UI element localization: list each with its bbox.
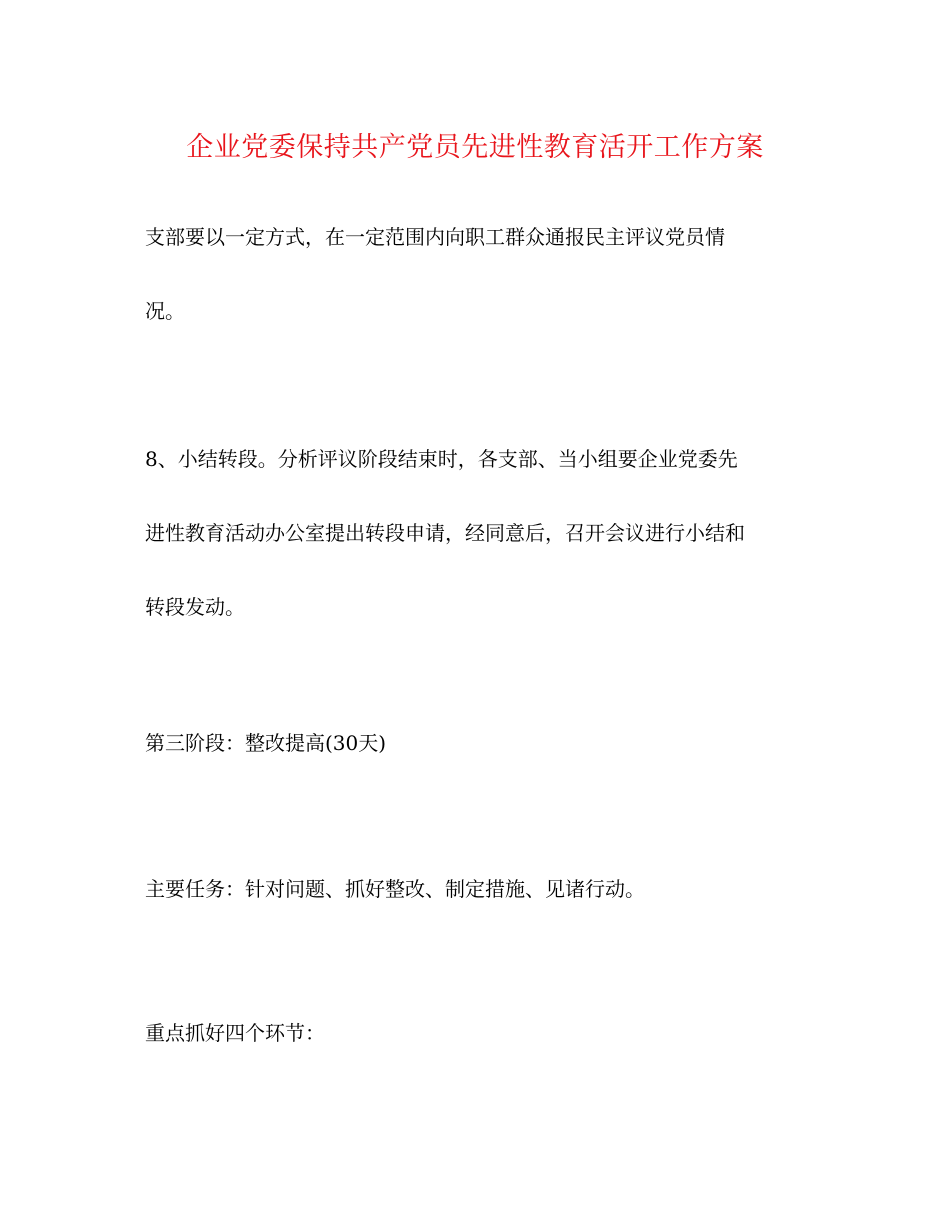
paragraph-line: 第三阶段：整改提高(30天) bbox=[145, 731, 387, 755]
paragraph-line: 8、小结转段。分析评议阶段结束时，各支部、当小组要企业党委先 bbox=[145, 447, 738, 471]
paragraph-line: 转段发动。 bbox=[145, 595, 245, 619]
paragraph-line: 重点抓好四个环节： bbox=[145, 1021, 325, 1045]
paragraph-main-tasks bbox=[145, 852, 805, 926]
paragraph-line: 主要任务：针对问题、抓好整改、制定措施、见诸行动。 bbox=[145, 877, 645, 901]
paragraph-line: 进性教育活动办公室提出转段申请，经同意后，召开会议进行小结和 bbox=[145, 521, 745, 545]
paragraph-summary-transition bbox=[145, 422, 805, 644]
paragraph-line: 支部要以一定方式，在一定范围内向职工群众通报民主评议党员情 bbox=[145, 225, 725, 249]
document-title: 企业党委保持共产党员先进性教育活开工作方案 bbox=[186, 132, 764, 163]
section-heading-stage-three bbox=[145, 706, 805, 780]
paragraph-notify-masses bbox=[145, 200, 805, 348]
paragraph-line: 况。 bbox=[145, 299, 185, 323]
paragraph-four-steps bbox=[145, 996, 805, 1070]
